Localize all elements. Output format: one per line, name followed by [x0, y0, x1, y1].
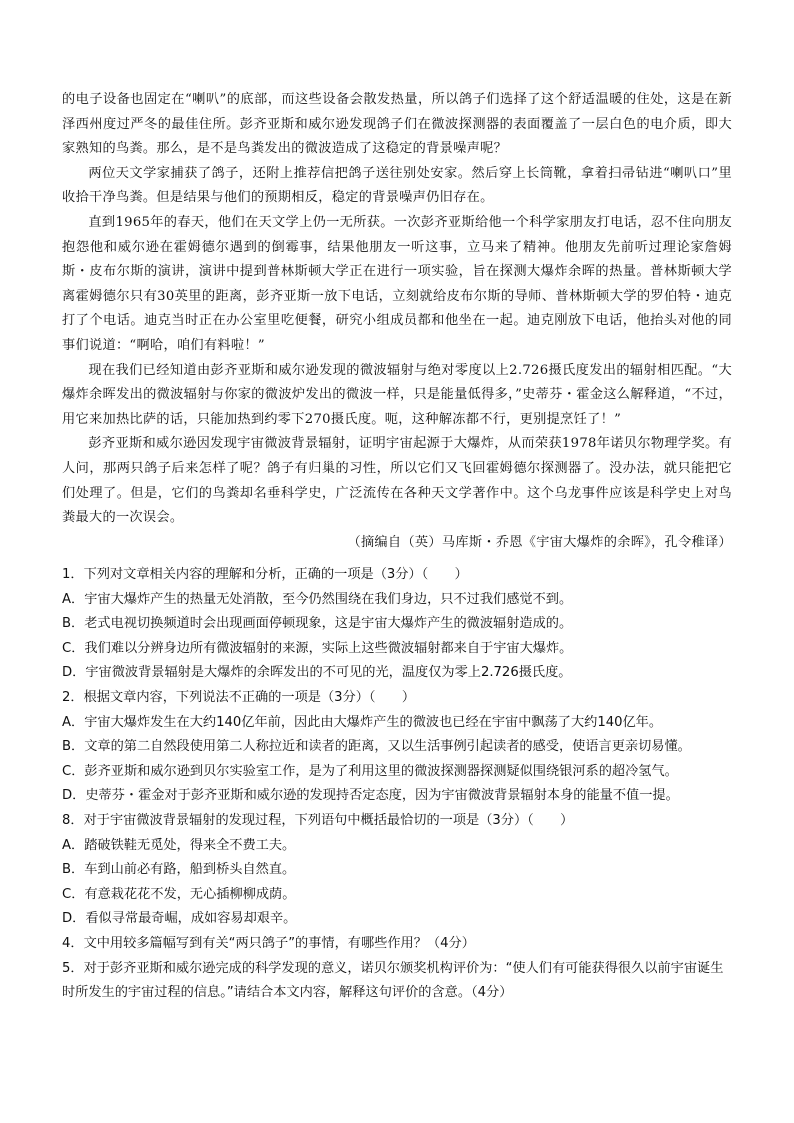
question-3-option-d: D．看似寻常最奇崛，成如容易却艰辛。	[62, 911, 297, 927]
question-5-stem: 5．对于彭齐亚斯和威尔逊完成的科学发现的意义，诺贝尔颁奖机构评价为：“使人们有可能获得很久以前宇宙诞生时所发生的宇宙过程的信息。”请结合本文内容，解释这句评价的含意。（4分）	[62, 960, 724, 1001]
question-1-stem: 1．下列对文章相关内容的理解和分析，正确的一项是（3分）（ ）	[62, 567, 468, 582]
passage-paragraph-4: 现在我们已经知道由彭齐亚斯和威尔逊发现的微波辐射与绝对零度以上2.726摄氏度发出的辐射相匹配。“大爆炸余晖发出的微波辐射与你家的微波炉发出的微波一样，只是能量低得多，”史蒂芬・霍金这么解释道，“不过，用它来加热比萨的话，只能加热到约零下270摄氏度。呃，这种解冻都不行，更别提烹饪了！”	[62, 362, 732, 427]
passage-paragraph-3: 直到1965年的春天，他们在天文学上仍一无所获。一次彭齐亚斯给他一个科学家朋友打电话，忍不住向朋友抱怨他和威尔逊在霍姆德尔遇到的倒霉事，结果他朋友一听这事，立马来了精神。他朋友先前听过理论家詹姆斯・皮布尔斯的演讲，演讲中提到普林斯顿大学正在进行一项实验，旨在探测大爆炸余晖的热量。普林斯顿大学离霍姆德尔只有30英里的距离，彭齐亚斯一放下电话，立刻就给皮布尔斯的导师、普林斯顿大学的罗伯特・迪克打了个电话。迪克当时正在办公室里吃便餐，研究小组成员都和他坐在一起。迪克刚放下电话，他抬头对他的同事们说道：“啊哈，咱们有料啦！”	[62, 214, 732, 353]
question-3-option-b: B．车到山前必有路，船到桥头自然直。	[62, 862, 296, 878]
question-3-option-a: A．踏破铁鞋无觅处，得来全不费工夫。	[62, 837, 296, 853]
question-2-option-d: D．史蒂芬・霍金对于彭齐亚斯和威尔逊的发现持否定态度，因为宇宙微波背景辐射本身的能量不值一提。	[62, 788, 679, 804]
question-2-stem: 2．根据文章内容，下列说法不正确的一项是（3分）（ ）	[62, 689, 416, 705]
question-1-option-a: A．宇宙大爆炸产生的热量无处消散，至今仍然围绕在我们身边，只不过我们感觉不到。	[62, 591, 573, 607]
question-3-option-c: C．有意栽花花不发，无心插柳柳成荫。	[62, 886, 296, 902]
reading-passage	[62, 88, 732, 555]
question-4-stem: 4．文中用较多篇幅写到有关“两只鸽子”的事情，有哪些作用？（4分）	[62, 935, 475, 951]
passage-source: （摘编自（英）马库斯・乔恩《宇宙大爆炸的余晖》，孔令稚译）	[347, 534, 732, 550]
question-3-stem: 8．对于宇宙微波背景辐射的发现过程，下列语句中概括最恰切的一项是（3分）（ ）	[62, 812, 574, 828]
question-2-option-b: B．文章的第二自然段使用第二人称拉近和读者的距离，又以生活事例引起读者的感受，使语言更亲切易懂。	[62, 739, 691, 755]
question-2-option-c: C．彭齐亚斯和威尔逊到贝尔实验室工作，是为了利用这里的微波探测器探测疑似围绕银河系的超冷氢气。	[62, 763, 678, 779]
question-list	[62, 563, 732, 1006]
passage-paragraph-2: 两位天文学家捕获了鸽子，还附上推荐信把鸽子送往别处安家。然后穿上长筒靴，拿着扫帚钻进“喇叭口”里收拾干净鸟粪。但是结果与他们的预期相反，稳定的背景噪声仍旧存在。	[62, 165, 732, 206]
question-2-option-a: A．宇宙大爆炸发生在大约140亿年前，因此由大爆炸产生的微波也已经在宇宙中飘荡了大约140亿年。	[62, 714, 663, 730]
passage-paragraph-5: 彭齐亚斯和威尔逊因发现宇宙微波背景辐射，证明宇宙起源于大爆炸，从而荣获1978年诺贝尔物理学奖。有人问，那两只鸽子后来怎样了呢？鸽子有归巢的习性，所以它们又飞回霍姆德尔探测器了。没办法，就只能把它们处理了。但是，它们的鸟粪却名垂科学史，广泛流传在各种天文学著作中。这个乌龙事件应该是科学史上对鸟粪最大的一次误会。	[62, 436, 732, 526]
passage-paragraph-1: 的电子设备也固定在“喇叭”的底部，而这些设备会散发热量，所以鸽子们选择了这个舒适温暖的住处，这是在新泽西州度过严冬的最佳住所。彭齐亚斯和威尔逊发现鸽子们在微波探测器的表面覆盖了一层白色的电介质，即大家熟知的鸟粪。那么，是不是鸟粪发出的微波造成了这稳定的背景噪声呢？	[62, 92, 732, 157]
question-1-option-c: C．我们难以分辨身边所有微波辐射的来源，实际上这些微波辐射都来自于宇宙大爆炸。	[62, 640, 573, 656]
question-1-option-b: B．老式电视切换频道时会出现画面停顿现象，这是宇宙大爆炸产生的微波辐射造成的。	[62, 616, 573, 632]
question-1-option-d: D．宇宙微波背景辐射是大爆炸的余晖发出的不可见的光，温度仅为零上2.726摄氏度。	[62, 665, 572, 681]
